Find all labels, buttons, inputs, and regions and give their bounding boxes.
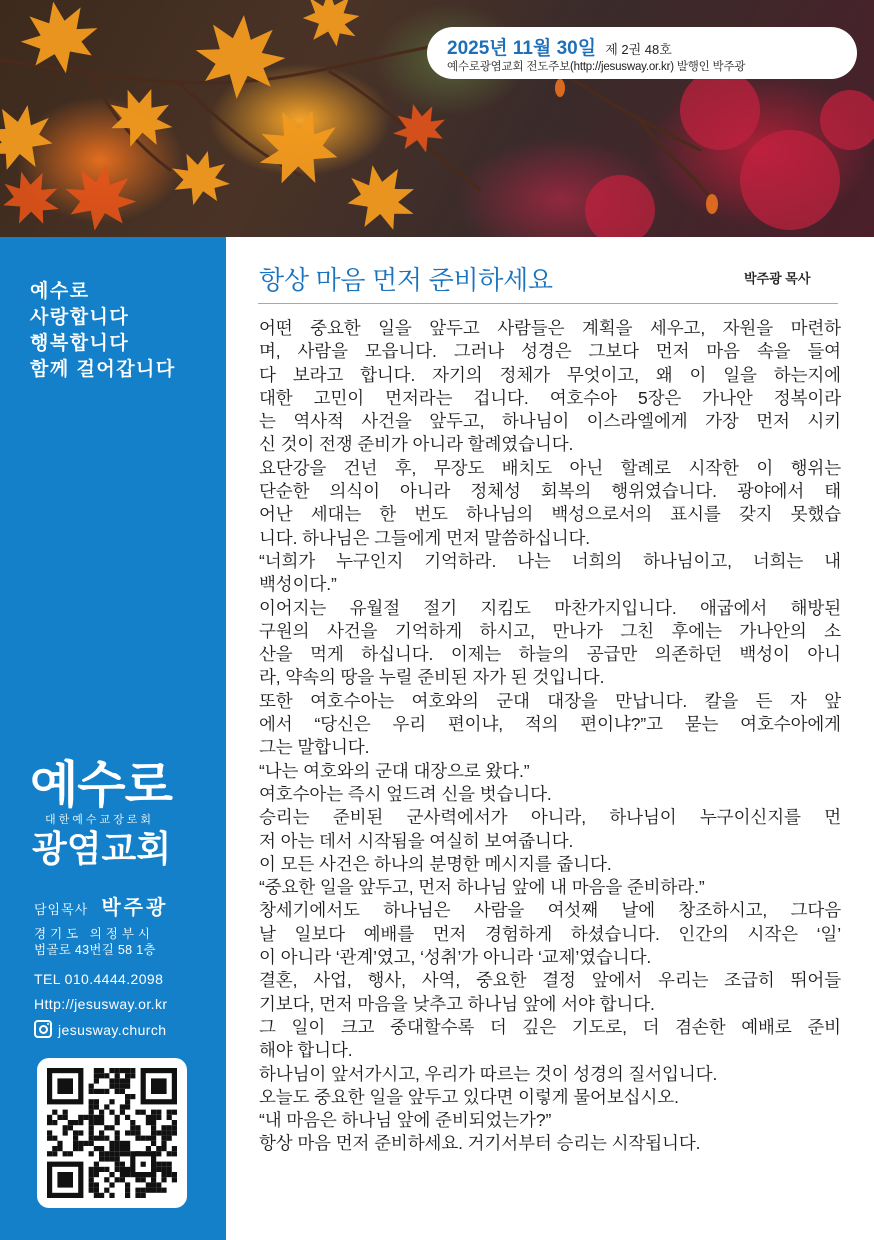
- article-line: 요단강을 건넌 후, 무장도 배치도 아닌 할례로 시작한 이 행위는: [259, 457, 841, 478]
- article-line: 다 보라고 합니다. 자기의 정체가 무엇이고, 왜 이 일을 하는지에: [259, 364, 841, 385]
- article-line: “나는 여호와의 군대 대장으로 왔다.”: [259, 760, 530, 781]
- instagram-icon: [34, 1020, 52, 1038]
- article-line: 백성이다.”: [259, 574, 337, 595]
- instagram-link[interactable]: [34, 1020, 166, 1038]
- issue-line: [447, 33, 672, 60]
- slogan-line: 행복합니다: [30, 333, 130, 354]
- church-logo-denomination: 대한예수교장로회: [45, 814, 155, 826]
- instagram-handle: jesusway.church: [58, 1022, 167, 1038]
- article-line: 하나님이 앞서가시고, 우리가 따르는 것이 성경의 질서입니다.: [259, 1063, 718, 1084]
- sidebar: [0, 237, 226, 1240]
- slogan-line: 함께 걸어갑니다: [30, 359, 176, 380]
- article-line: 는 역사적 사건을 앞두고, 하나님이 이스라엘에게 가장 먼저 시키: [259, 411, 841, 432]
- article-line: 대한 고민이 먼저라는 겁니다. 여호수아 5장은 가나안 정복이라: [259, 387, 841, 408]
- title-divider: [258, 303, 838, 304]
- article-line: 이 아니라 ‘관계’였고, ‘성취’가 아니라 ‘교제’였습니다.: [259, 947, 652, 968]
- church-logo-bottom: 광염교회: [32, 828, 172, 869]
- article-line: 산을 먹게 하십니다. 이제는 하늘의 공급만 의존하던 백성이 아니: [259, 644, 841, 665]
- header-autumn-maple-photo: [0, 0, 874, 237]
- address-line-2: 범골로 43번길 58 1층: [34, 943, 156, 957]
- article-title: 항상 마음 먼저 준비하세요: [259, 265, 553, 295]
- qr-code[interactable]: [37, 1058, 187, 1208]
- issue-info-box: [427, 27, 857, 79]
- article-line: “내 마음은 하나님 앞에 준비되었는가?”: [259, 1110, 552, 1131]
- pastor-info: [34, 891, 168, 920]
- article-line: 항상 마음 먼저 준비하세요. 거기서부터 승리는 시작됩니다.: [259, 1133, 701, 1154]
- address-line-1: 경기도 의정부시: [34, 927, 154, 941]
- pastor-role: 담임목사: [34, 902, 89, 917]
- article-line: 그는 말합니다.: [259, 737, 370, 758]
- church-slogan: [30, 279, 176, 383]
- article-line: 날 일보다 예배를 먼저 경험하게 하셨습니다. 인간의 시작은 ‘일’: [259, 923, 841, 944]
- issue-date: 2025년 11월 30일: [447, 38, 597, 59]
- article-body: [259, 317, 841, 1156]
- article-line: 그 일이 크고 중대할수록 더 깊은 기도로, 더 겸손한 예배로 준비: [259, 1016, 841, 1037]
- article-line: 오늘도 중요한 일을 앞두고 있다면 이렇게 물어보십시오.: [259, 1086, 679, 1107]
- article-line: 또한 여호수아는 여호와의 군대 대장을 만납니다. 칼을 든 자 앞: [259, 690, 841, 711]
- slogan-line: 사랑합니다: [30, 307, 130, 328]
- slogan-line: 예수로: [30, 281, 90, 302]
- article-line: 어난 세대는 한 번도 하나님의 백성으로서의 표시를 갖지 못했습: [259, 504, 841, 525]
- qr-code-icon: [47, 1068, 177, 1198]
- article-line: 단순한 의식이 아니라 정체성 회복의 행위였습니다. 광야에서 태: [259, 481, 841, 502]
- issue-volume: 제 2권 48호: [605, 42, 672, 57]
- church-logo-top: 예수로: [30, 757, 172, 813]
- article-line: 에서 “당신은 우리 편이냐, 적의 편이냐?”고 묻는 여호수아에게: [259, 714, 841, 735]
- article-line: 해야 합니다.: [259, 1040, 353, 1061]
- article-line: 결혼, 사업, 행사, 사역, 중요한 결정 앞에서 우리는 조급히 뛰어들: [259, 970, 841, 991]
- publisher-line: 예수로광염교회 전도주보(http://jesusway.or.kr) 발행인 박주광: [447, 61, 746, 73]
- article-line: 며, 사람을 모읍니다. 그러나 성경은 그보다 먼저 마음 속을 들여: [259, 341, 841, 362]
- article-line: 창세기에서도 하나님은 사람을 여섯째 날에 창조하시고, 그다음: [259, 900, 841, 921]
- article-line: “중요한 일을 앞두고, 먼저 하나님 앞에 내 마음을 준비하라.”: [259, 877, 705, 898]
- article-line: 이 모든 사건은 하나의 분명한 메시지를 줍니다.: [259, 853, 612, 874]
- article-line: 저 아는 데서 시작됨을 여실히 보여줍니다.: [259, 830, 574, 851]
- website-link[interactable]: Http://jesusway.or.kr: [34, 996, 168, 1012]
- article-line: “너희가 누구인지 기억하라. 나는 너희의 하나님이고, 너희는 내: [259, 550, 841, 571]
- article-line: 니다. 하나님은 그들에게 먼저 말씀하십니다.: [259, 527, 591, 548]
- article-line: 어떤 중요한 일을 앞두고 사람들은 계획을 세우고, 자원을 마련하: [259, 318, 841, 338]
- article-line: 여호수아는 즉시 엎드려 신을 벗습니다.: [259, 783, 552, 804]
- article-line: 신 것이 전쟁 준비가 아니라 할례였습니다.: [259, 434, 574, 455]
- article-author: 박주광 목사: [744, 271, 811, 286]
- telephone: TEL 010.4444.2098: [34, 971, 164, 987]
- article-line: 승리는 준비된 군사력에서가 아니라, 하나님이 누구이신지를 먼: [259, 807, 841, 828]
- article-line: 라, 약속의 땅을 누릴 준비된 자가 된 것입니다.: [259, 667, 605, 688]
- article-line: 기보다, 먼저 마음을 낮추고 하나님 앞에 서야 합니다.: [259, 993, 655, 1014]
- article-line: 이어지는 유월절 절기 지킴도 마찬가지입니다. 애굽에서 해방된: [259, 597, 841, 618]
- article-line: 구원의 사건을 기억하게 하시고, 만나가 그친 후에는 가나안의 소: [259, 620, 841, 641]
- pastor-name: 박주광: [101, 897, 169, 919]
